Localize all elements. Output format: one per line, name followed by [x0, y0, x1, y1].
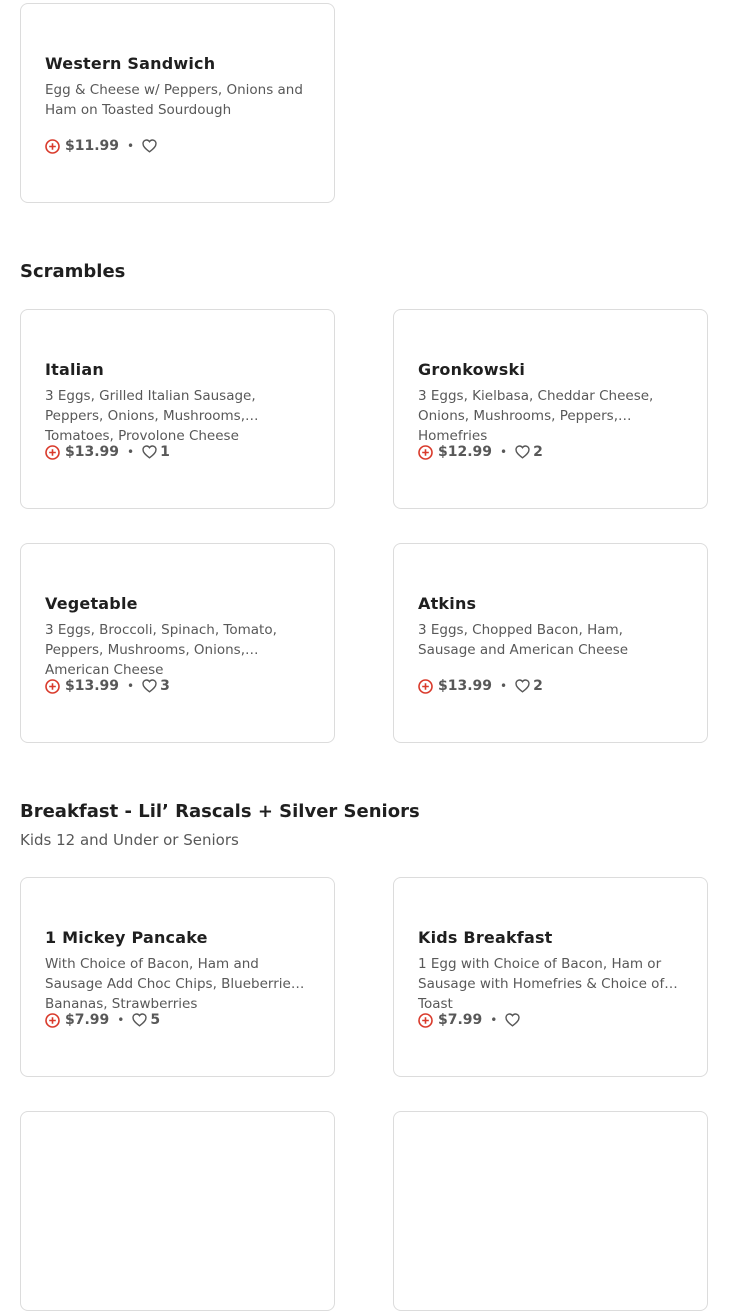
separator-dot: • [127, 445, 135, 459]
menu-item-meta [45, 444, 170, 460]
menu-item-description: With Choice of Bacon, Ham and Sausage Add Choc Chips, Blueberries, Bananas, Strawberries [45, 956, 303, 1012]
menu-item-description: 3 Eggs, Chopped Bacon, Ham, Sausage and American Cheese [418, 622, 629, 658]
menu-item-meta [418, 444, 543, 460]
section-title: Breakfast - Lil’ Rascals + Silver Seniors [20, 801, 420, 822]
menu-item-title: Atkins [418, 594, 477, 613]
separator-dot: • [127, 139, 135, 153]
add-circle-icon[interactable] [45, 1013, 60, 1028]
section-subtitle: Kids 12 and Under or Seniors [20, 831, 239, 849]
menu-item-price: $7.99 [438, 1012, 483, 1028]
menu-item-price: $7.99 [65, 1012, 110, 1028]
menu-item-meta [45, 1012, 160, 1028]
menu-item-price: $11.99 [65, 138, 120, 154]
separator-dot: • [117, 1013, 125, 1027]
heart-icon[interactable] [515, 445, 530, 459]
heart-icon[interactable] [142, 139, 157, 153]
menu-item-card[interactable] [393, 877, 708, 1077]
menu-item-description: 3 Eggs, Kielbasa, Cheddar Cheese, Onions, Mushrooms, Peppers, Homefries [418, 388, 654, 444]
add-circle-icon[interactable] [418, 1013, 433, 1028]
menu-item-description: Egg & Cheese w/ Peppers, Onions and Ham on Toasted Sourdough [45, 82, 303, 118]
section-title: Scrambles [20, 261, 126, 282]
menu-item-title: Western Sandwich [45, 54, 216, 73]
menu-item-price: $13.99 [438, 678, 493, 694]
add-circle-icon[interactable] [45, 139, 60, 154]
add-circle-icon[interactable] [418, 445, 433, 460]
add-circle-icon[interactable] [418, 679, 433, 694]
menu-item-meta [418, 1012, 523, 1028]
menu-item-card[interactable] [20, 3, 335, 203]
heart-icon[interactable] [505, 1013, 520, 1027]
separator-dot: • [500, 445, 508, 459]
add-circle-icon[interactable] [45, 679, 60, 694]
like-count: 2 [533, 444, 543, 460]
menu-item-title: Gronkowski [418, 360, 526, 379]
like-count: 5 [150, 1012, 161, 1028]
menu-item-card[interactable] [393, 543, 708, 743]
like-count: 1 [160, 444, 170, 460]
menu-item-meta [45, 678, 170, 694]
menu-item-description: 3 Eggs, Broccoli, Spinach, Tomato, Peppers, Mushrooms, Onions, American Cheese [45, 622, 277, 678]
menu-item-card[interactable] [20, 877, 335, 1077]
menu-item-card[interactable] [393, 309, 708, 509]
menu-item-price: $13.99 [65, 678, 120, 694]
menu-item-title: 1 Mickey Pancake [45, 928, 208, 947]
menu-item-card[interactable] [20, 1111, 335, 1311]
separator-dot: • [127, 679, 135, 693]
menu-item-card[interactable] [20, 309, 335, 509]
heart-icon[interactable] [515, 679, 530, 693]
heart-icon[interactable] [142, 445, 157, 459]
like-count: 2 [533, 678, 543, 694]
menu-item-card[interactable] [393, 1111, 708, 1311]
menu-item-meta [45, 138, 160, 154]
menu-item-title: Kids Breakfast [418, 928, 553, 947]
menu-item-card[interactable] [20, 543, 335, 743]
menu-item-meta [418, 678, 543, 694]
like-count: 3 [160, 678, 170, 694]
heart-icon[interactable] [142, 679, 157, 693]
menu-item-price: $13.99 [65, 444, 120, 460]
menu-item-title: Vegetable [45, 594, 138, 613]
menu-item-description: 3 Eggs, Grilled Italian Sausage, Peppers, Onions, Mushrooms, Tomatoes, Provolone Cheese [45, 388, 256, 444]
separator-dot: • [500, 679, 508, 693]
heart-icon[interactable] [132, 1013, 147, 1027]
add-circle-icon[interactable] [45, 445, 60, 460]
menu-item-title: Italian [45, 360, 104, 379]
menu-item-description: 1 Egg with Choice of Bacon, Ham or Sausage with Homefries & Choice of Toast [418, 956, 665, 1012]
menu-item-price: $12.99 [438, 444, 493, 460]
separator-dot: • [490, 1013, 498, 1027]
